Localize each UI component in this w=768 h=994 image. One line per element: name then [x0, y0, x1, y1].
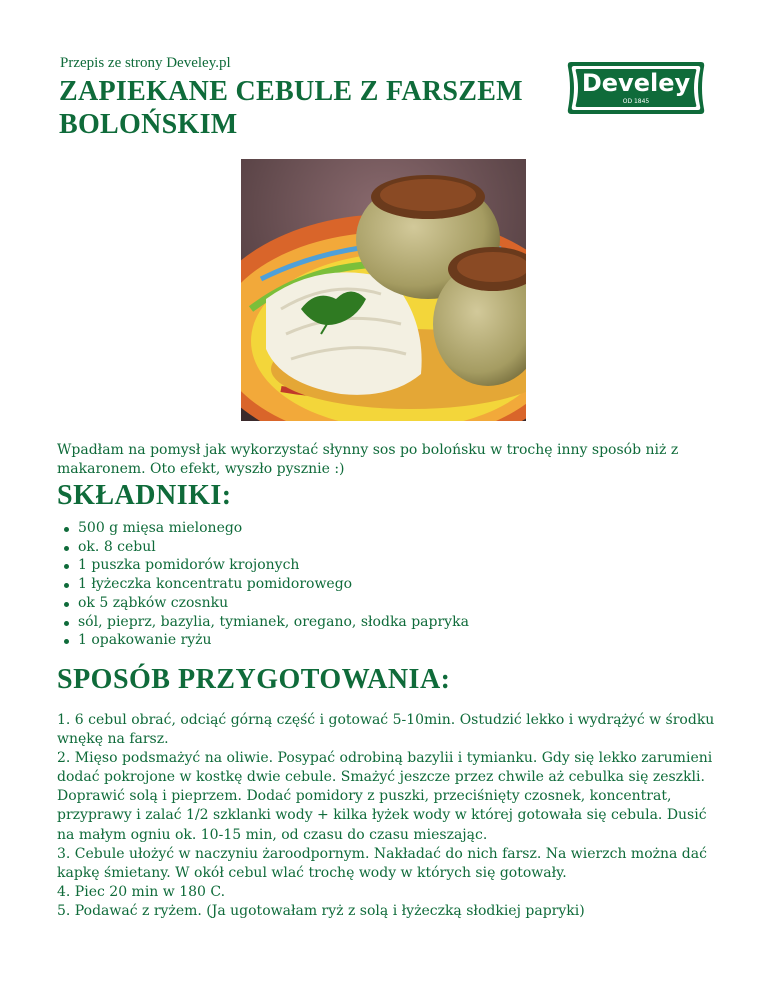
- intro-text: Wpadłam na pomysł jak wykorzystać słynny sos po bolońsku w trochę inny sposób niż z makaronem. Oto efekt, wyszło pysznie :): [57, 442, 679, 477]
- list-item: 500 g mięsa mielonego: [62, 519, 469, 538]
- develey-logo: [563, 58, 709, 118]
- ingredients-list: [62, 519, 469, 650]
- step-text: 3. Cebule ułożyć w naczyniu żaroodpornym. Nakładać do nich farsz. Na wierzch można dać kapkę śmietany. W okół cebul wlać trochę wody w których się gotowały.: [57, 845, 707, 881]
- preparation-heading: SPOSÓB PRZYGOTOWANIA:: [57, 664, 451, 695]
- preparation-steps: [57, 711, 727, 921]
- recipe-title: ZAPIEKANE CEBULE Z FARSZEM BOLOŃSKIM: [59, 76, 523, 140]
- list-item: ok 5 ząbków czosnku: [62, 594, 469, 613]
- list-item: sól, pieprz, bazylia, tymianek, oregano, słodka papryka: [62, 613, 469, 632]
- list-item: 1 puszka pomidorów krojonych: [62, 556, 469, 575]
- logo-wordmark: Develey: [581, 69, 691, 97]
- list-item: 1 łyżeczka koncentratu pomidorowego: [62, 575, 469, 594]
- step-text: 1. 6 cebul obrać, odciąć górną część i gotować 5-10min. Ostudzić lekko i wydrążyć w środku wnękę na farsz.: [57, 712, 715, 748]
- step-text: 2. Mięso podsmażyć na oliwie. Posypać odrobiną bazylii i tymianku. Gdy się lekko zarumieni dodać pokrojone w kostkę dwie cebule. Smażyć jeszcze przez chwile aż cebulka się zeszkli. Doprawić solą i pieprzem. Dodać pomidory z puszki, przeciśnięty czosnek, koncentrat, przyprawy i zalać 1/2 szklanki wody + kilka łyżek wody w której gotowała się cebula. Dusić na małym ogniu ok. 10-15 min, od czasu do czasu mieszając.: [57, 750, 713, 843]
- logo-since: OD 1845: [622, 98, 650, 105]
- list-item: ok. 8 cebul: [62, 538, 469, 557]
- source-line: Przepis ze strony Develey.pl: [60, 55, 231, 71]
- step-text: 4. Piec 20 min w 180 C.: [57, 883, 226, 900]
- recipe-photo: [241, 159, 526, 421]
- list-item: 1 opakowanie ryżu: [62, 631, 469, 650]
- step-text: 5. Podawać z ryżem. (Ja ugotowałam ryż z solą i łyżeczką słodkiej papryki): [57, 902, 585, 919]
- ingredients-heading: SKŁADNIKI:: [57, 480, 232, 511]
